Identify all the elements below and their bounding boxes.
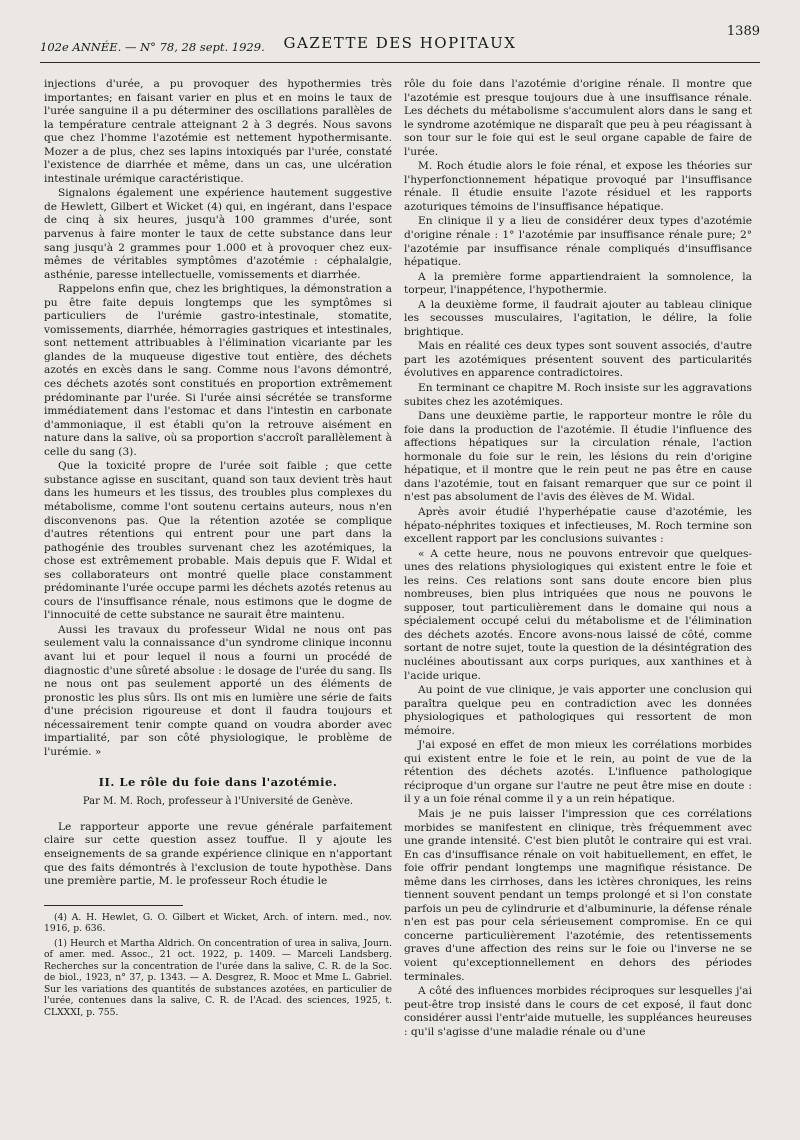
paragraph: Aussi les travaux du professeur Widal ne nous ont pas seulement valu la connaissance d'un syndrome clinique inconnu avant lui et pour lequel il nous a fourni un procédé de diagnostic d'une sûreté absolue : le dosage de l'urée du sang. Ils ne nous ont pas seulement apporté un des éléments de pronostic les plus sûrs. Ils ont mis en lumière une série de faits d'une précision rigoureuse et dont il faudra toujours et nécessairement tenir compte quand on voudra aborder avec impartialité, par son côté physiologique, le problème de l'urémie. » bbox=[44, 623, 392, 758]
left-column bbox=[44, 78, 392, 1021]
paragraph: En terminant ce chapitre M. Roch insiste sur les aggravations subites chez les azotémiques. bbox=[404, 382, 752, 408]
paragraph: Mais je ne puis laisser l'impression que ces corrélations morbides se manifestent en clinique, très fréquemment avec une grande intensité. C'est bien plutôt le contraire qui est vrai. En cas d'insuffisance rénale on voit habituellement, en effet, le foie offrir pendant longtemps une magnifique résistance. De même dans les cirrhoses, dans les ictères chroniques, les reins tiennent souvent pendant un temps prolongé et si l'on constate parfois un peu de cylindrurie et d'albuminurie, la défense rénale n'en est pas pour cela sérieusement compromise. En ce qui concerne particulièrement l'azotémie, des retentissements graves d'une affection des reins sur le foie ou l'inverse ne se voient qu'exceptionnellement en dehors des périodes terminales. bbox=[404, 807, 752, 983]
right-column bbox=[404, 78, 752, 1040]
issue-info: 102e ANNÉE. — N° 78, 28 sept. 1929. bbox=[40, 40, 265, 54]
paragraph: rôle du foie dans l'azotémie d'origine rénale. Il montre que l'azotémie est presque toujours due à une insuffisance rénale. Les déchets du métabolisme s'accumulent alors dans le sang et le syndrome azotémique ne disparaît que peu à peu réagissant à son tour sur le foie qui est le seul organe capable de faire de l'urée. bbox=[404, 78, 752, 158]
author-byline: Par M. M. Roch, professeur à l'Université de Genève. bbox=[82, 796, 354, 808]
paragraph: Rappelons enfin que, chez les brightiques, la démonstration a pu être faite depuis longtemps que les symptômes si particuliers de l'urémie gastro-intestinale, stomatite, vomissements, diarrhée, hémorragies gastriques et intestinales, sont nettement attribuables à l'élimination vicariante par les glandes de la muqueuse digestive tout entière, des déchets azotés en excès dans le sang. Comme nous l'avons démontré, ces déchets azotés sont constitués en proportion extrêmement prédominante par l'urée. Si l'urée ainsi sécrétée se transforme immédiatement dans l'estomac et dans l'intestin en carbonate d'ammoniaque, il est établi qu'on la retrouve aisément en nature dans la salive, où sa proportion s'accroît parallèlement à celle du sang (3). bbox=[44, 283, 392, 458]
footnote: (4) A. H. Hewlet, G. O. Gilbert et Wicket, Arch. of intern. med., nov. 1916, p. 636. bbox=[44, 911, 392, 935]
footnote: (1) Heurch et Martha Aldrich. On concentration of urea in saliva, Journ. of amer. med. Assoc., 21 oct. 1922, p. 1409. — Marceli Landsberg. Recherches sur la concentration de l'urée dans la salive, C. R. de la Soc. de biol., 1923, n° 37, p. 1343. — A. Desgrez, R. Mooc et Mme L. Gabriel. Sur les variations des quantités de substances azotées, en particulier de l'urée, contenues dans la salive, C. R. de l'Acad. des sciences, 1925, t. CLXXXI, p. 755. bbox=[44, 937, 392, 1018]
section-title: II. Le rôle du foie dans l'azotémie. bbox=[98, 775, 338, 790]
paragraph: J'ai exposé en effet de mon mieux les corrélations morbides qui existent entre le foie et le rein, au point de vue de la rétention des déchets azotés. L'influence pathologique réciproque d'un organe sur l'autre ne peut être mise en doute : il y a un foie rénal comme il y a un rein hépatique. bbox=[404, 739, 752, 806]
paragraph: Le rapporteur apporte une revue générale parfaitement claire sur cette question assez touffue. Il y ajoute les enseignements de sa grande expérience clinique en n'apportant que des faits démontrés à l'exclusion de toute hypothèse. Dans une première partie, M. le professeur Roch étudie le bbox=[44, 820, 392, 888]
paragraph: A la première forme appartiendraient la somnolence, la torpeur, l'inappétence, l'hypothermie. bbox=[404, 270, 752, 297]
paragraph: Après avoir étudié l'hyperhépatie cause d'azotémie, les hépato-néphrites toxiques et infectieuses, M. Roch termine son excellent rapport par les conclusions suivantes : bbox=[404, 505, 752, 546]
paragraph: « A cette heure, nous ne pouvons entrevoir que quelques-unes des relations physiologiques qui existent entre le foie et les reins. Ces relations sont sans doute encore bien plus nombreuses, bien plus intriquées que nous ne pouvons le supposer, tout particulièrement dans le domaine qui nous a spécialement occupé celui du métabolisme et de l'élimination des déchets azotés. Encore avons-nous laissé de côté, comme sortant de notre sujet, toute la question de la désintégration des nucléines aboutissant aux corps puriques, aux xanthines et à l'acide urique. bbox=[404, 547, 752, 682]
paragraph: Signalons également une expérience hautement suggestive de Hewlett, Gilbert et Wicket (4) qui, en ingérant, dans l'espace de cinq à six heures, jusqu'à 100 grammes d'urée, sont parvenus à faire monter le taux de cette substance dans leur sang jusqu'à 2 grammes pour 1.000 et à provoquer chez eux-mêmes de véritables symptômes d'azotémie : céphalalgie, asthénie, paresse intellectuelle, vomissements et diarrhée. bbox=[44, 187, 392, 281]
footnotes bbox=[44, 912, 392, 1019]
footnote-divider bbox=[44, 905, 183, 906]
paragraph: A côté des influences morbides réciproques sur lesquelles j'ai peut-être trop insisté dans le cours de cet exposé, il faut donc considérer aussi l'entr'aide mutuelle, les suppléances heureuses : qu'il s'agisse d'une maladie rénale ou d'une bbox=[404, 985, 752, 1038]
paragraph: Mais en réalité ces deux types sont souvent associés, d'autre part les azotémiques présentent souvent des particularités évolutives en apparence contradictoires. bbox=[404, 340, 752, 380]
paragraph: Au point de vue clinique, je vais apporter une conclusion qui paraîtra quelque peu en contradiction avec les données physiologiques et pathologiques qui ressortent de mon mémoire. bbox=[404, 684, 752, 737]
paragraph: Dans une deuxième partie, le rapporteur montre le rôle du foie dans la production de l'azotémie. Il étudie l'influence des affections hépatiques sur la circulation rénale, l'action hormonale du foie sur le rein, les lésions du rein d'origine hépatique, et il montre que le rein peut ne pas être en cause dans l'azotémie, tout en faisant remarquer que sur ce point il n'est pas absolument de l'avis des élèves de M. Widal. bbox=[404, 410, 752, 504]
paragraph: injections d'urée, a pu provoquer des hypothermies très importantes; en faisant varier en plus et en moins le taux de l'urée sanguine il a pu déterminer des oscillations parallèles de la température centrale atteignant 2 à 3 degrés. Nous savons que chez l'homme l'azotémie est nettement hypothermisante. Mozer a de plus, chez ses lapins intoxiqués par l'urée, constaté l'existence de diarrhée et même, dans un cas, une ulcération intestinale urémique caractéristique. bbox=[44, 78, 392, 185]
paragraph: En clinique il y a lieu de considérer deux types d'azotémie d'origine rénale : 1° l'azotémie par insuffisance rénale pure; 2° l'azotémie par insuffisance rénale compliqués d'insuffisance hépatique. bbox=[404, 215, 752, 269]
paragraph: M. Roch étudie alors le foie rénal, et expose les théories sur l'hyperfonctionnement hépatique provoqué par l'insuffisance rénale. Il étudie ensuite l'azote résiduel et les rapports azoturiques témoins de l'insuffisance hépatique. bbox=[404, 160, 752, 213]
page-number: 1389 bbox=[726, 24, 760, 39]
journal-title: GAZETTE DES HOPITAUX bbox=[283, 34, 517, 52]
paragraph: A la deuxième forme, il faudrait ajouter au tableau clinique les secousses musculaires, l'agitation, le délire, la folie brightique. bbox=[404, 298, 752, 338]
page-header bbox=[40, 18, 760, 63]
paragraph: Que la toxicité propre de l'urée soit faible ; que cette substance agisse en suscitant, quand son taux devient très haut dans les humeurs et les tissus, des troubles plus complexes du métabolisme, comme l'ont soutenu certains auteurs, nous n'en disconvenons pas. Que la rétention azotée se complique d'autres rétentions qui entrent pour une part dans la pathogénie des troubles survenant chez les azotémiques, la chose est extrêmement probable. Mais depuis que F. Widal et ses collaborateurs ont montré quelle place constamment prédominante l'urée occupe parmi les déchets azotés retenus au cours de l'insuffisance rénale, nous estimons que le dogme de l'innocuité de cette substance ne saurait être maintenu. bbox=[44, 460, 392, 622]
